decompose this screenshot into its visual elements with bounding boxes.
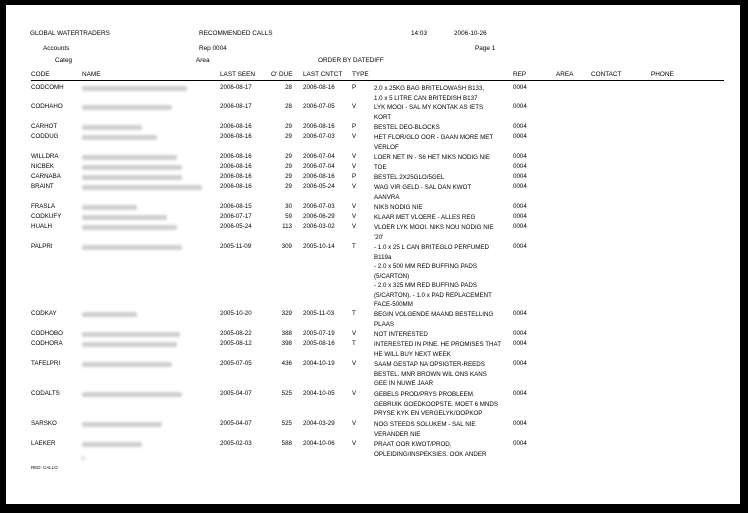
col-last-seen: LAST SEEN: [220, 71, 256, 78]
row-last-seen: 2006-08-16: [220, 173, 252, 180]
note-line: (5/CARTON), - 1.0 x PAD REPLACEMENT: [374, 291, 492, 299]
row-last-seen: 2006-08-17: [220, 84, 252, 91]
redacted-mark: [81, 456, 85, 460]
row-code: WILLDRA: [31, 153, 59, 160]
row-notes: [374, 203, 422, 213]
row-last-cntct: 2006-07-05: [303, 103, 335, 110]
row-rep: 0004: [513, 133, 527, 140]
row-last-seen: 2006-08-15: [220, 203, 252, 210]
row-last-cntct: 2005-07-19: [303, 330, 335, 337]
row-last-cntct: 2005-11-03: [303, 310, 335, 317]
row-last-cntct: 2006-07-03: [303, 133, 335, 140]
row-code: CODKAY: [31, 310, 57, 317]
row-type: V: [352, 163, 357, 170]
row-type: T: [352, 340, 356, 347]
row-code: TAFELPRI: [31, 360, 61, 367]
note-line: VERANDER NIE: [374, 430, 421, 438]
row-rep: 0004: [513, 84, 527, 91]
row-last-cntct: 2005-10-14: [303, 243, 335, 250]
row-notes: [374, 440, 486, 459]
row-o-due: 30: [285, 203, 292, 210]
row-last-seen: 2005-10-20: [220, 310, 252, 317]
row-rep: 0004: [513, 183, 527, 190]
note-line: OPLEIDING/INSPEKSIES. OOK ANDER: [374, 450, 487, 458]
row-o-due: 525: [281, 420, 292, 427]
row-type: V: [352, 213, 357, 220]
header-rule: [31, 80, 724, 81]
row-code: CODCOMH: [31, 84, 64, 91]
note-line: HE WILL BUY NEXT WEEK: [374, 350, 451, 358]
note-line: (5/CARTON): [374, 272, 410, 280]
note-line: 1.0 x 5 LITRE CAN BRITEDISH B137: [374, 94, 478, 102]
redacted-name: [82, 165, 182, 170]
redacted-name: [82, 225, 177, 230]
note-line: NOG STEEDS SOLUKEM - SAL NIE: [374, 421, 476, 428]
row-notes: [374, 360, 487, 389]
row-type: V: [352, 103, 357, 110]
row-last-cntct: 2006-07-04: [303, 163, 335, 170]
row-type: V: [352, 183, 357, 190]
row-type: V: [352, 440, 357, 447]
row-notes: [374, 153, 490, 163]
row-type: V: [352, 360, 357, 367]
note-line: LOER NET IN - S6 HET NIKS NODIG NIE: [374, 154, 490, 161]
note-line: HET FLOR/GLO OOR - GAAN MORE MET: [374, 134, 494, 141]
row-notes: [374, 420, 476, 439]
redacted-name: [82, 155, 177, 160]
redacted-name: [82, 422, 162, 427]
report-time: 14:03: [411, 30, 427, 37]
note-line: B119a: [374, 253, 392, 261]
row-code: CODHORA: [31, 340, 63, 347]
row-o-due: 113: [282, 223, 292, 230]
row-last-seen: 2005-04-07: [220, 390, 252, 397]
row-notes: [374, 243, 492, 310]
row-type: V: [352, 153, 357, 160]
row-notes: [374, 330, 428, 340]
row-notes: [374, 133, 493, 152]
note-line: INTERESTED IN PINE. HE PROMISES THAT: [374, 341, 501, 348]
row-o-due: 29: [285, 153, 292, 160]
row-last-cntct: 2006-03-02: [303, 223, 335, 230]
row-code: CODALTS: [31, 390, 60, 397]
area-label: Area: [196, 57, 210, 64]
row-rep: 0004: [513, 330, 527, 337]
categ-label: Categ: [55, 57, 73, 64]
report-date: 2006-10-26: [454, 30, 487, 37]
note-line: KORT: [374, 113, 392, 121]
col-contact: CONTACT: [591, 71, 622, 78]
row-o-due: 59: [285, 213, 292, 220]
note-line: SAAM GESTAP NA OPSIGTER-REEDS: [374, 361, 485, 368]
row-code: FRASLA: [31, 203, 56, 210]
row-notes: [374, 183, 471, 202]
row-type: P: [352, 173, 357, 180]
col-code: CODE: [31, 71, 50, 78]
note-line: GEBRUIK GOEDKOOPSTE. MOET 6 MNDS: [374, 400, 499, 408]
redacted-name: [82, 105, 172, 110]
col-phone: PHONE: [651, 71, 674, 78]
order-label: ORDER BY DATEDIFF: [318, 57, 384, 64]
row-code: CARHOT: [31, 123, 58, 130]
row-last-seen: 2006-08-16: [220, 133, 252, 140]
col-o-due: O' DUE: [271, 71, 293, 78]
col-area: AREA: [556, 71, 574, 78]
row-rep: 0004: [513, 390, 527, 397]
row-code: SARSKO: [31, 420, 57, 427]
row-last-seen: 2005-04-07: [220, 420, 252, 427]
row-notes: [374, 84, 484, 103]
row-rep: 0004: [513, 340, 527, 347]
row-notes: [374, 390, 498, 419]
note-line: 2.0 x 25KG BAG BRITELOWASH B133,: [374, 85, 485, 92]
row-last-seen: 2006-08-16: [220, 153, 252, 160]
row-o-due: 29: [285, 123, 292, 130]
row-o-due: 29: [285, 133, 292, 140]
col-type: TYPE: [352, 71, 369, 78]
note-line: LYK MOOI - SAL MY KONTAK AS IETS: [374, 104, 484, 111]
row-last-cntct: 2006-07-04: [303, 153, 335, 160]
note-line: GEBELS PROD/PRYS PROBLEEM.: [374, 391, 475, 398]
row-o-due: 388: [281, 330, 292, 337]
redacted-name: [82, 125, 142, 130]
row-code: CODDUG: [31, 133, 59, 140]
row-last-seen: 2005-02-03: [220, 440, 252, 447]
note-line: WAG VIR GELD - SAL DAN KWOT: [374, 184, 472, 191]
row-type: V: [352, 390, 357, 397]
row-last-seen: 2005-11-09: [220, 243, 252, 250]
note-line: BESTEL 2X25GLO/5GEL: [374, 174, 445, 181]
row-type: T: [352, 310, 356, 317]
row-code: CODHAHO: [31, 103, 63, 110]
note-line: BEGIN VOLGENDE MAAND BESTELLING: [374, 311, 494, 318]
redacted-name: [82, 86, 187, 91]
row-rep: 0004: [513, 213, 527, 220]
row-code: NICBEK: [31, 163, 55, 170]
row-type: T: [352, 243, 356, 250]
note-line: '20': [374, 233, 384, 241]
redacted-name: [82, 442, 142, 447]
redacted-name: [82, 245, 182, 250]
note-line: VERLOF: [374, 143, 399, 151]
col-name: NAME: [82, 71, 101, 78]
row-last-seen: 2005-08-22: [220, 330, 252, 337]
row-o-due: 29: [285, 163, 292, 170]
note-line: - 2.0 x 500 MM RED BUFFING PADS: [374, 263, 478, 270]
row-last-cntct: 2006-07-03: [303, 203, 335, 210]
note-line: GEE IN NUWE JAAR: [374, 380, 434, 387]
row-o-due: 525: [281, 390, 292, 397]
row-last-cntct: 2006-08-16: [303, 173, 335, 180]
note-line: - 1.0 x 25 L CAN BRITEGLO PERFUMED: [374, 244, 489, 251]
row-o-due: 588: [281, 440, 292, 447]
row-o-due: 28: [285, 103, 292, 110]
note-line: VLOER LYK MOOI. NIKS NOU NODIG NIE: [374, 224, 494, 231]
row-notes: [374, 213, 475, 223]
row-code: CARNABA: [31, 173, 61, 180]
row-rep: 0004: [513, 163, 527, 170]
row-last-cntct: 2004-10-05: [303, 390, 335, 397]
row-code: PALPRI: [31, 243, 53, 250]
row-last-cntct: 2006-08-16: [303, 84, 335, 91]
note-line: NOT INTERESTED: [374, 331, 428, 338]
row-rep: 0004: [513, 360, 527, 367]
row-notes: [374, 223, 494, 242]
row-o-due: 309: [281, 243, 292, 250]
row-code: BRAINT: [31, 183, 54, 190]
row-o-due: 29: [285, 173, 292, 180]
redacted-name: [82, 175, 182, 180]
row-rep: 0004: [513, 223, 527, 230]
note-line: PRYSE KYK EN VERGELYK/OOPKOP: [374, 410, 483, 417]
row-last-seen: 2005-08-12: [220, 340, 252, 347]
row-type: V: [352, 420, 357, 427]
row-o-due: 29: [285, 183, 292, 190]
row-o-due: 329: [281, 310, 292, 317]
redacted-name: [82, 215, 167, 220]
row-o-due: 398: [281, 340, 292, 347]
row-rep: 0004: [513, 123, 527, 130]
row-type: V: [352, 223, 357, 230]
redacted-name: [82, 205, 137, 210]
note-line: FACE-500MM: [374, 301, 413, 308]
row-code: CODKUFY: [31, 213, 62, 220]
row-last-seen: 2006-07-17: [220, 213, 252, 220]
col-rep: REP: [513, 71, 527, 78]
note-line: PRAAT OOR KWOT/PROD.: [374, 441, 452, 448]
row-type: V: [352, 133, 357, 140]
row-notes: [374, 173, 444, 183]
row-notes: [374, 163, 387, 173]
footer-code: RED: CALLO: [31, 465, 58, 470]
rep-label: Rep 0004: [199, 45, 227, 52]
row-last-cntct: 2004-10-19: [303, 360, 335, 367]
row-last-cntct: 2005-08-16: [303, 340, 335, 347]
row-last-seen: 2006-05-24: [220, 223, 252, 230]
row-type: V: [352, 203, 357, 210]
row-type: P: [352, 84, 357, 91]
company-name: GLOBAL WATERTRADERS: [30, 30, 110, 37]
redacted-name: [82, 185, 202, 190]
row-last-seen: 2005-07-05: [220, 360, 252, 367]
redacted-name: [82, 392, 182, 397]
note-line: - 2.0 x 325 MM RED BUFFING PADS: [374, 282, 478, 289]
report-page: [6, 5, 740, 504]
row-rep: 0004: [513, 440, 527, 447]
row-type: V: [352, 330, 357, 337]
row-code: HUALH: [31, 223, 52, 230]
row-last-cntct: 2004-03-29: [303, 420, 335, 427]
row-last-seen: 2006-08-16: [220, 123, 252, 130]
row-last-cntct: 2006-06-29: [303, 213, 335, 220]
row-o-due: 436: [281, 360, 292, 367]
row-code: LAEKER: [31, 440, 56, 447]
row-code: CODHOBO: [31, 330, 63, 337]
redacted-name: [82, 332, 180, 337]
note-line: AANVRA: [374, 193, 400, 201]
note-line: KLAAR MET VLOERE - ALLES REG: [374, 214, 476, 221]
row-notes: [374, 340, 501, 359]
note-line: TOE: [374, 164, 387, 171]
report-title: RECOMMENDED CALLS: [199, 30, 273, 37]
row-last-seen: 2006-08-16: [220, 163, 252, 170]
row-rep: 0004: [513, 310, 527, 317]
row-rep: 0004: [513, 420, 527, 427]
row-rep: 0004: [513, 153, 527, 160]
row-last-seen: 2006-08-17: [220, 103, 252, 110]
row-notes: [374, 123, 440, 133]
col-last-cntct: LAST CNTCT: [303, 71, 343, 78]
note-line: BESTEL DEO-BLOCKS: [374, 124, 440, 131]
redacted-name: [82, 135, 157, 140]
note-line: BESTEL. MNR BROWN WIL ONS KANS: [374, 370, 487, 378]
row-type: P: [352, 123, 357, 130]
accounts-label: Accounts: [43, 45, 70, 52]
row-last-cntct: 2006-08-16: [303, 123, 335, 130]
row-last-cntct: 2004-10-06: [303, 440, 335, 447]
row-notes: [374, 103, 483, 122]
row-rep: 0004: [513, 243, 527, 250]
row-rep: 0004: [513, 103, 527, 110]
row-rep: 0004: [513, 203, 527, 210]
note-line: NIKS NODIG NIE: [374, 204, 423, 211]
redacted-name: [82, 342, 177, 347]
row-last-cntct: 2006-05-24: [303, 183, 335, 190]
row-o-due: 28: [285, 84, 292, 91]
row-last-seen: 2006-08-16: [220, 183, 252, 190]
redacted-name: [82, 312, 137, 317]
page-number: Page 1: [475, 45, 496, 52]
note-line: PLAAS: [374, 320, 394, 328]
row-notes: [374, 310, 493, 329]
redacted-name: [82, 362, 172, 367]
row-rep: 0004: [513, 173, 527, 180]
